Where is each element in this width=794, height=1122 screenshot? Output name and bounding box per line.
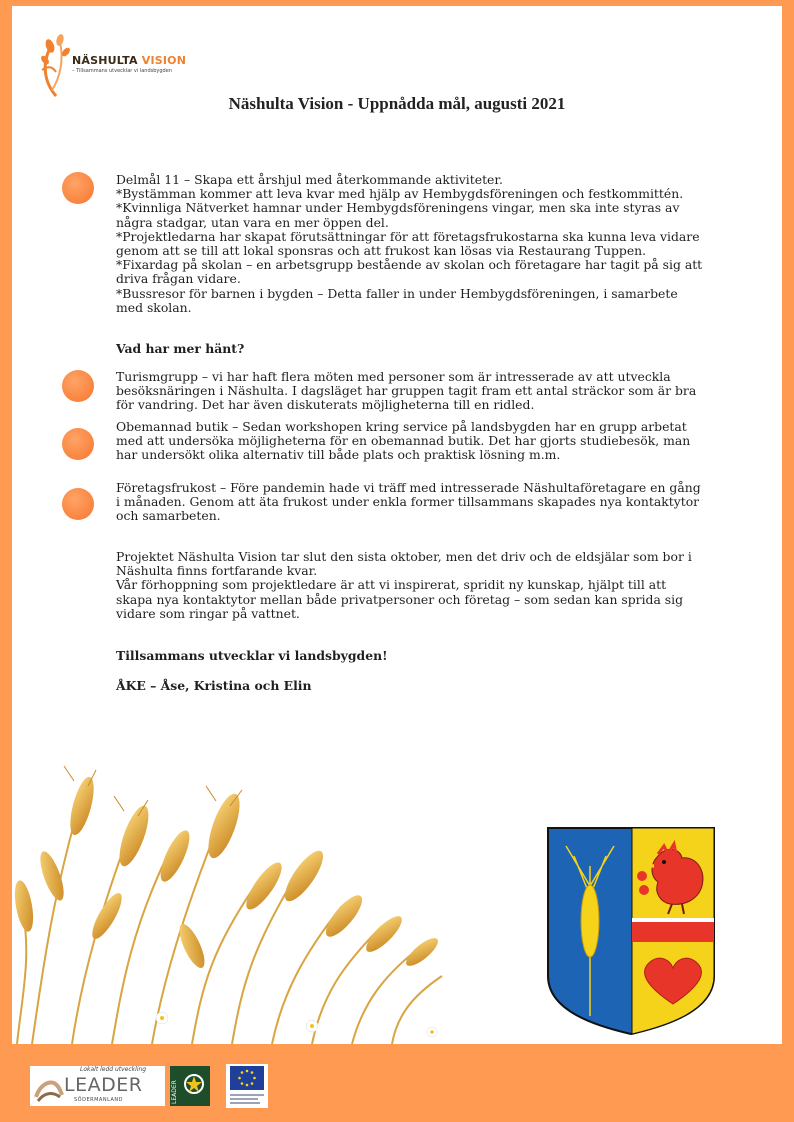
eu-flag-logo [226,1064,268,1108]
paragraph-turismgrupp: Turismgrupp – vi har haft flera möten med personer som är intresserade av att utveckla besöksnäringen i Näshulta. I dagsläget har gruppen tagit fram ett antal sträckor som är bra för vandring. Det har även diskuterats möjligheterna till en ridled. [116,369,697,413]
hands-icon [32,1067,66,1105]
leader-eu-square-logo [170,1066,210,1106]
bullet-dot [62,370,94,402]
bullet-dot [62,488,94,520]
coat-of-arms [546,826,716,1036]
logo-title [72,54,186,67]
bullet-dot [62,172,94,204]
document-page [12,6,782,1044]
wheat-field-illustration [12,756,452,1044]
paragraph-delmal: Delmål 11 – Skapa ett årshjul med återkommande aktiviteter. *Bystämman kommer att leva kvar med hjälp av Hembygdsföreningen och festkommittén. *Kvinnliga Nätverket hamnar under Hembygdsföreningens vingar, men ska inte styras av några stadgar, utan vara en mer öppen del. *Projektledarna har skapat förutsättningar för att företagsfrukostarna ska kunna leva vidare genom att se till att lokal sponsras och att frukost kan lösas via Restaurang Tuppen. *Fixardag på skolan – en arbetsgrupp bestående av skolan och företagare har tagit på sig att driva frågan vidare. *Bussresor för barnen i bygden – Detta faller in under Hembygdsföreningen, i samarbete med skolan. [116,172,703,315]
paragraph-foretagsfrukost: Företagsfrukost – Före pandemin hade vi träff med intresserade Näshultaföretagare en gång i månaden. Genom att äta frukost under enkla former tillsammans skapades nya kontaktytor och samarbeten. [116,480,701,524]
leader-tagline: Lokalt ledd utveckling [80,1066,147,1073]
logo-tagline: – Tillsammans utvecklar vi landsbygden [72,68,172,74]
leader-logo [30,1066,165,1106]
leader-region: SÖDERMANLAND [74,1097,123,1103]
logo-name-part1: NÄSHULTA [72,54,142,67]
paragraph-heading-more: Vad har mer hänt? [116,341,245,356]
paragraph-signature: ÅKE – Åse, Kristina och Elin [116,678,312,693]
paragraph-obemannad-butik: Obemannad butik – Sedan workshopen kring service på landsbygden har en grupp arbetat med att undersöka möjligheterna för en obemannad butik. Det har gjorts studiebesök, man har undersökt olika alternativ till både plats och praktisk lösning m.m. [116,419,691,463]
paragraph-projekt-slut: Projektet Näshulta Vision tar slut den sista oktober, men det driv och de eldsjälar som bor i Näshulta finns fortfarande kvar. Vår förhoppning som projektledare är att vi inspirerat, spridit ny kunskap, hjälpt till att skapa nya kontaktytor mellan både privatpersoner och företag – som sedan kan sprida sig vidare som ringar på vattnet. [116,549,692,621]
bullet-dot [62,428,94,460]
leader-word: LEADER [64,1074,143,1096]
leader-vertical-label: LEADER [171,1080,178,1104]
leader-star-icon [170,1066,210,1106]
logo-name-part2: VISION [141,54,187,67]
eu-flag-icon [226,1064,268,1108]
paragraph-slogan: Tillsammans utvecklar vi landsbygden! [116,648,388,663]
page-title: Näshulta Vision - Uppnådda mål, augusti 2021 [228,94,566,113]
